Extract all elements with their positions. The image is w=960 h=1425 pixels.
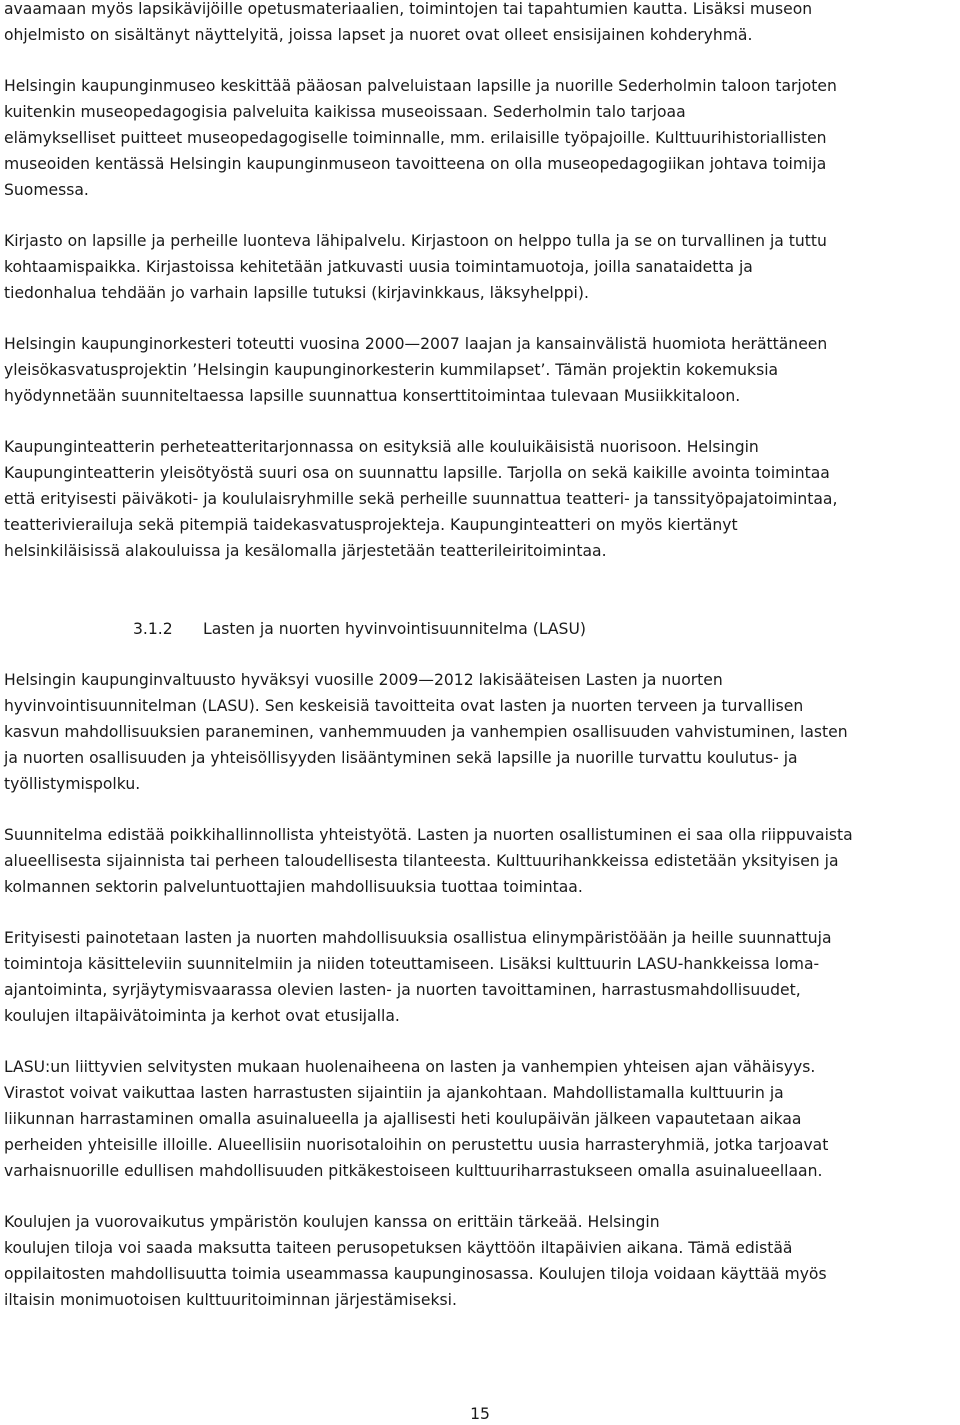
paragraph-orchestra: [4, 331, 952, 409]
page-number: 15: [470, 1405, 490, 1423]
text-line: työllistymispolku.: [4, 775, 141, 793]
text-line: Helsingin kaupunginmuseo keskittää pääosan palveluistaan lapsille ja nuorille Sederholmin taloon tarjoten: [4, 77, 837, 95]
text-line: Virastot voivat vaikuttaa lasten harrastusten sijaintiin ja ajankohtaan. Mahdollistamalla kulttuurin ja: [4, 1084, 784, 1102]
text-line: tiedonhalua tehdään jo varhain lapsille tutuksi (kirjavinkkaus, läksyhelppi).: [4, 284, 589, 302]
text-line: toimintoja käsitteleviin suunnitelmiin ja niiden toteuttamiseen. Lisäksi kulttuurin LASU-hankkeissa loma-: [4, 955, 820, 973]
text-line: helsinkiläisissä alakouluissa ja kesälomalla järjestetään teatterileiritoimintaa.: [4, 542, 607, 560]
paragraph-city-museum: [4, 73, 952, 203]
text-line: liikunnan harrastaminen omalla asuinalueella ja ajallisesti heti koulupäivän jälkeen vapautetaan aikaa: [4, 1110, 802, 1128]
text-line: Kaupunginteatterin perheteatteritarjonnassa on esityksiä alle kouluikäisistä nuorisoon. Helsingin: [4, 438, 759, 456]
text-line: Kirjasto on lapsille ja perheille luonteva lähipalvelu. Kirjastoon on helppo tulla ja se on turvallinen ja tuttu: [4, 232, 827, 250]
text-line: Suunnitelma edistää poikkihallinnollista yhteistyötä. Lasten ja nuorten osallistuminen ei saa olla riippuvaista: [4, 826, 853, 844]
paragraph-cross-sector: [4, 822, 952, 900]
text-line: alueellisesta sijainnista tai perheen taloudellisesta tilanteesta. Kulttuurihankkeissa edistetään yksityisen ja: [4, 852, 839, 870]
text-line: Erityisesti painotetaan lasten ja nuorten mahdollisuuksia osallistua elinympäristöään ja heille suunnattuja: [4, 929, 832, 947]
paragraph-city-theatre: [4, 434, 952, 564]
text-line: perheiden yhteisille illoille. Alueellisiin nuorisotaloihin on perustettu uusia harrasteryhmiä, jotka tarjoavat: [4, 1136, 829, 1154]
paragraph-lasu-approval: [4, 667, 952, 797]
text-line: kohtaamispaikka. Kirjastoissa kehitetään jatkuvasti uusia toimintamuotoja, joilla sanataidetta ja: [4, 258, 753, 276]
text-line: Helsingin kaupunginvaltuusto hyväksyi vuosille 2009—2012 lakisääteisen Lasten ja nuorten: [4, 671, 723, 689]
text-line: Helsingin kaupunginorkesteri toteutti vuosina 2000—2007 laajan ja kansainvälistä huomiota herättäneen: [4, 335, 828, 353]
text-line: oppilaitosten mahdollisuutta toimia useammassa kaupunginosassa. Koulujen tiloja voidaan käyttää myös: [4, 1265, 827, 1283]
text-line: ajantoiminta, syrjäytymisvaarassa olevien lasten- ja nuorten tavoittaminen, harrastusmahdollisuudet,: [4, 981, 801, 999]
page-content: [4, 0, 952, 1338]
text-line: varhaisnuorille edullisen mahdollisuuden pitkäkestoiseen kulttuuriharrastukseen omalla asuinalueellaan.: [4, 1162, 823, 1180]
text-line: kuitenkin museopedagogisia palveluita kaikissa museoissaan. Sederholmin talo tarjoaa: [4, 103, 686, 121]
text-line: Kaupunginteatterin yleisötyöstä suuri osa on suunnattu lapsille. Tarjolla on sekä kaikille avointa toimintaa: [4, 464, 830, 482]
text-line: iltaisin monimuotoisen kulttuuritoiminnan järjestämiseksi.: [4, 1291, 457, 1309]
text-line: hyvinvointisuunnitelman (LASU). Sen keskeisiä tavoitteita ovat lasten ja nuorten terveen ja turvallisen: [4, 697, 804, 715]
paragraph-school-cooperation: [4, 1209, 952, 1313]
text-line: avaamaan myös lapsikävijöille opetusmateriaalien, toimintojen tai tapahtumien kautta. Lisäksi museon: [4, 0, 813, 18]
text-line: LASU:un liittyvien selvitysten mukaan huolenaiheena on lasten ja vanhempien yhteisen ajan vähäisyys.: [4, 1058, 816, 1076]
paragraph-family-time: [4, 1054, 952, 1184]
text-line: koulujen iltapäivätoiminta ja kerhot ovat etusijalla.: [4, 1007, 400, 1025]
text-line: teatterivierailuja sekä pitempiä taidekasvatusprojekteja. Kaupunginteatteri on myös kiertänyt: [4, 516, 738, 534]
section-number: 3.1.2: [133, 620, 173, 638]
text-line: Suomessa.: [4, 181, 89, 199]
paragraph-participation: [4, 925, 952, 1029]
text-line: hyödynnetään suunniteltaessa lapsille suunnattua konserttitoimintaa tulevaan Musiikkitaloon.: [4, 387, 741, 405]
text-line: Koulujen ja vuorovaikutus ympäristön koulujen kanssa on erittäin tärkeää. Helsingin: [4, 1213, 660, 1231]
section-heading: [4, 616, 952, 642]
section-title: Lasten ja nuorten hyvinvointisuunnitelma (LASU): [203, 620, 586, 638]
text-line: yleisökasvatusprojektin ’Helsingin kaupunginorkesterin kummilapset’. Tämän projektin kokemuksia: [4, 361, 779, 379]
paragraph-museum-materials: [4, 0, 952, 48]
text-line: koulujen tiloja voi saada maksutta taiteen perusopetuksen käyttöön iltapäivien aikana. Tämä edistää: [4, 1239, 793, 1257]
text-line: kolmannen sektorin palveluntuottajien mahdollisuuksia tuottaa toimintaa.: [4, 878, 583, 896]
text-line: ja nuorten osallisuuden ja yhteisöllisyyden lisääntyminen sekä lapsille ja nuorille turvattu koulutus- ja: [4, 749, 798, 767]
paragraph-library: [4, 228, 952, 306]
text-line: museoiden kentässä Helsingin kaupunginmuseon tavoitteena on olla museopedagogiikan johtava toimija: [4, 155, 827, 173]
text-line: elämykselliset puitteet museopedagogiselle toiminnalle, mm. erilaisille työpajoille. Kulttuurihistoriallisten: [4, 129, 827, 147]
text-line: ohjelmisto on sisältänyt näyttelyitä, joissa lapset ja nuoret ovat olleet ensisijainen kohderyhmä.: [4, 26, 753, 44]
text-line: kasvun mahdollisuuksien paraneminen, vanhemmuuden ja vanhempien osallisuuden vahvistuminen, lasten: [4, 723, 848, 741]
text-line: että erityisesti päiväkoti- ja koululaisryhmille sekä perheille suunnattua teatteri- ja tanssityöpajatoimintaa,: [4, 490, 838, 508]
